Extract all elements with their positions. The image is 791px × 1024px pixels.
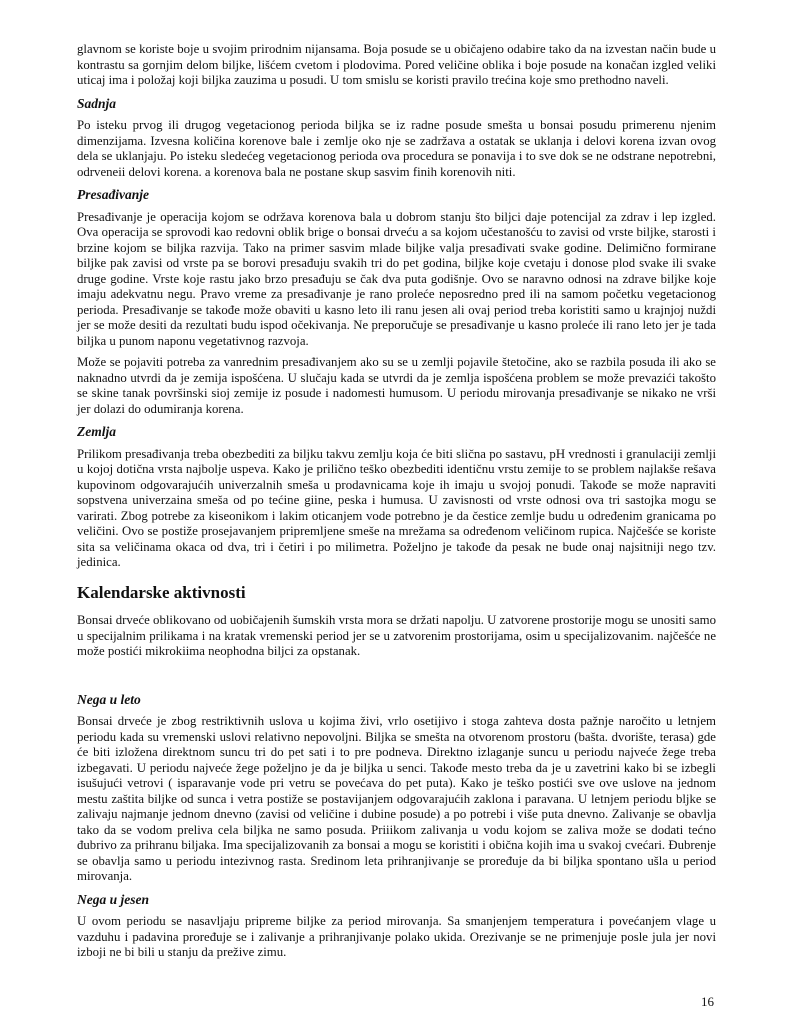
jesen-paragraph: U ovom periodu se nasavljaju pripreme biljke za period mirovanja. Sa smanjenjem temperatura i povećanjem vlage u vazduhu i padavina proređuje se i zalivanje a prihranjivanje polako ukida. Orezivanje se ne primenjuje posle jula jer novi izboji ne bi bili u stanju da prežive zimu. <box>77 914 716 959</box>
heading-presadjivanje: Presađivanje <box>77 187 149 202</box>
spacer <box>77 666 716 685</box>
intro-paragraph: glavnom se koriste boje u svojim prirodnim nijansama. Boja posude se u običajeno odabire tako da na izvestan način bude u kontrastu sa gornjim delom biljke, lišćem cvetom i plodovima. Pored veličine oblika i boje posude na konačan izgled veliki uticaj ima i položaj koji biljka zauzima u posudi. U tom smislu se koristi pravilo trećina koje smo prethodno naveli. <box>77 42 716 87</box>
heading-nega-u-jesen: Nega u jesen <box>77 891 149 907</box>
sadnja-paragraph: Po isteku prvog ili drugog vegetacionog perioda biljka se iz radne posude smešta u bonsai posudu primerenu njenim dimenzijama. Izvesna količina korenove bale i zemlje oko nje se zadržava a ostatak se uklanja i delovi korena izvan ovog dela se uklanjaju. Po isteku sledećeg vegetacionog perioda ova procedura se ponavija i to sve dok se ne odstrane nepotrebni, odrveneii delovi korena. a korenova bala ne postane skup sasvim finih korenovih niti. <box>77 118 716 179</box>
leto-paragraph: Bonsai drveće je zbog restriktivnih uslova u kojima živi, vrlo osetijivo i stoga zahteva dosta pažnje naročito u letnjem periodu kada su vremenski uslovi relativno nepovoljni. Biljka se smešta na otvorenom prostoru (bašta. dvorište, terasa) gde će biti izložena direktnom suncu tri do pet sati i to pre podneva. Direktno izlaganje suncu u periodu najveće žege treba izbegavati. U periodu najveće žege poželjno je da je biljka u senci. Takođe mesto treba da je u zavetrini kako bi se izbegli isušujući vetrovi ( isparavanje vode pri vetru se povećava do pet puta). Kako je teško postići sve ove uslove na jednom mestu zaštita biljke od sunca i vetra postiže se postavijanjem odgovarajućih zaklona i paravana. U letnjem periodu bljke se zalivaju najmanje jednom dnevno (zavisi od veličine i dubine posude) a po potrebi i više puta dnevno. Zalivanje se obavlja tako da se vodom preliva cela biljka ne samo posuda. Priiikom zalivanja u vodu kojom se zaliva može se dodati tećno đubrivo za prihranu biljaka. Ima specijalizovanih za bonsai a mogu se koristiti i obična kojih ima u svakoj cvećari. Đubrenje se obavlja samo u periodu intezivnog rasta. Sredinom leta prihranjivanje se prorеđuje da bi biljka spontano ušla u period mirovanja. <box>77 714 716 883</box>
kalendar-paragraph: Bonsai drveće oblikovano od uobičajenih šumskih vrsta mora se držati napolju. U zatvorene prostorije mogu se unositi samo u specijalnim prilikama i na kratak vremenski period jer se u zatvorenim prostorijama, osim u specijalizovanim. najčešće ne može postići mikrokiima neophodna biljci za opstanak. <box>77 613 716 658</box>
presadjivanje-paragraph-1: Presađivanje je operacija kojom se održava korenova bala u dobrom stanju što biljci daje potencijal za zdrav i lep izgled. Ova operacija se sprovodi kao redovni oblik brige o bonsai drveću a sa kojom učestanošću to zavisi od vrste biljke, starosti i brzine kojom se biljka razvija. Tako na primer sasvim mlade biljke valja presađivati svake godine. Delimično formirane biljke pak zavisi od vrste pa se borovi presađuju svakih tri do pet godina, biljke koje cvetaju i donose plod svake ili svake druge godine. Vrste koje rastu jako brzo presađuju se čak dva puta godišnje. Ovo se naravno odnosi na zdrave biljke koje imaju adekvatnu negu. Pravo vreme za presađivanje je rano proleće neposredno pred ili na samom početku vegetacionog perioda. Presađivanje se takođe može obaviti u kasno leto ili ranu jesen ali ovaj period treba koristiti samo u krajnjoj nuždi jer se može desiti da rezultati budu ispod očekivanja. Ne preporučuje se presađivanje u kasno proleće ili rano leto jer je tada biljka u punom naponu vegetativnog razvoja. <box>77 209 716 348</box>
heading-zemlja: Zemlja <box>77 424 116 439</box>
heading-sadnja: Sadnja <box>77 95 117 111</box>
page-body <box>77 42 716 967</box>
heading-kalendarske-aktivnosti: Kalendarske aktivnosti <box>77 582 246 602</box>
zemlja-paragraph: Prilikom presađivanja treba obezbediti za biljku takvu zemlju koja će biti slična po sastavu, pH vrednosti i granulaciji zemlji u kojoj dotična vrsta najbolje uspeva. Kako je prilično teško obezbediti identičnu vrstu zemije to se problem najlakše rešava kupovinom odgovarajućih univerzalnih smeša u prodavnicama koje ih imaju u svojoj ponudi. Takođe se može napraviti sopstvena univerzaina smeša od po tećine giine, peska i humusa. U zavisnosti od vrste odnosi ova tri sastojka mogu se varirati. Zbog potrebe za kiseonikom i lakim oticanjem vode potrebno je da čestice zemlje budu u određenim granicama po veličini. Ovo se postiže prosejavanjem pripremljene smeše na mrežama sa određenom veličinom rupica. Najčešće se koriste sita sa veličinama okaca od dva, tri i četiri i po milimetra. Poželjno je takođe da pesak ne bude onaj najsitniji nego tzv. jedinica. <box>77 446 716 569</box>
presadjivanje-paragraph-2: Može se pojaviti potreba za vanrednim presađivanjem ako su se u zemlji pojavile štetočine, ako se razbila posuda ili ako se naknadno utvrdi da je zemija ispošćena. U slučaju kada se utvrdi da je zemlja ispošćena problem se može prevazići takošto se skine tanak površinski sioj zemije iz posude i nadomesti humusom. U periodu mirovanja presađivanje se nikako ne vrši jer dolazi do odumiranja korena. <box>77 355 716 416</box>
heading-nega-u-leto: Nega u leto <box>77 691 141 707</box>
page-number: 16 <box>701 994 714 1009</box>
